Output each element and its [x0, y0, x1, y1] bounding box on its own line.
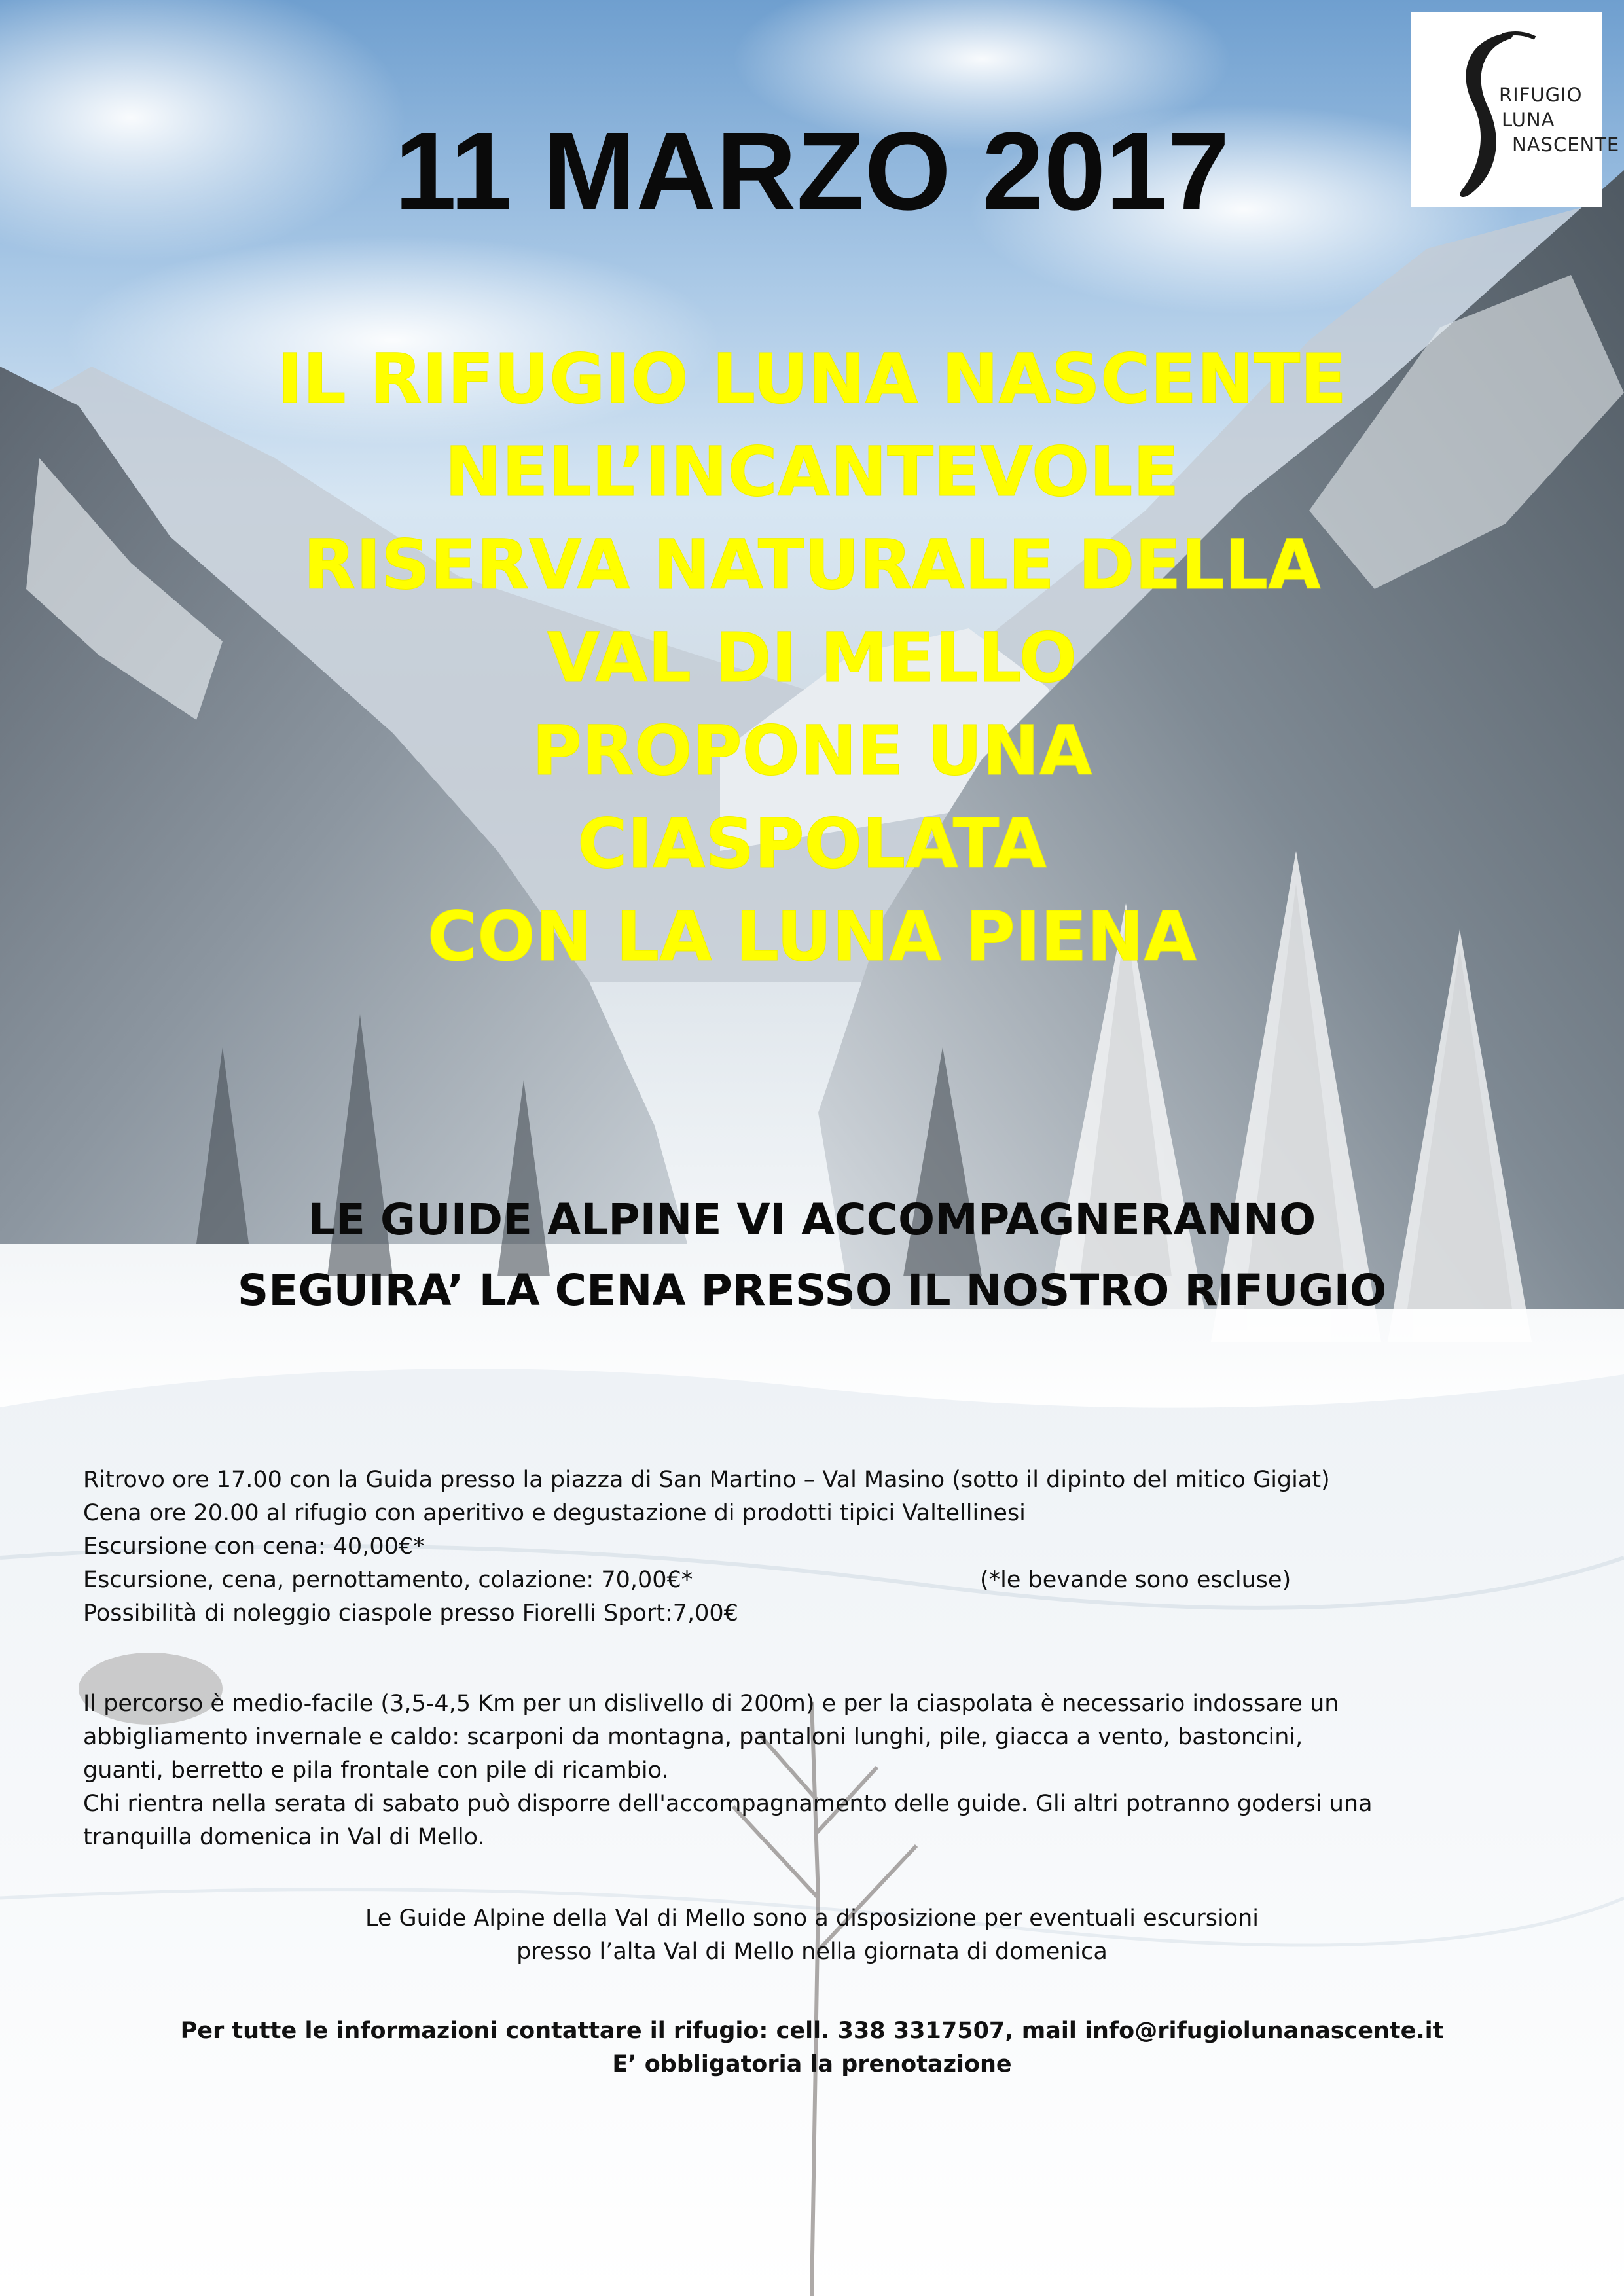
event-details	[83, 1463, 1556, 1630]
logo-line-nascente: NASCENTE	[1512, 134, 1620, 156]
headline-line: CON LA LUNA PIENA	[427, 897, 1197, 977]
guides-line: LE GUIDE ALPINE VI ACCOMPAGNERANNO	[308, 1194, 1316, 1245]
headline-line: CIASPOLATA	[577, 804, 1047, 884]
detail-cena: Cena ore 20.00 al rifugio con aperitivo e degustazione di prodotti tipici Valtellinesi	[83, 1500, 1026, 1526]
headline-line: NELL’INCANTEVOLE	[444, 432, 1180, 512]
contact-line: Per tutte le informazioni contattare il rifugio: cell. 338 3317507, mail info@rifugiolunanascente.it	[180, 2018, 1444, 2044]
logo-line-rifugio: RIFUGIO	[1499, 84, 1583, 106]
headline-line: IL RIFUGIO LUNA NASCENTE	[277, 339, 1347, 419]
detail-ritrovo: Ritrovo ore 17.00 con la Guida presso la piazza di San Martino – Val Masino (sotto il dipinto del mitico Gigiat)	[83, 1467, 1330, 1493]
route-description	[83, 1687, 1556, 1854]
headline-line: RISERVA NATURALE DELLA	[303, 525, 1321, 605]
route-line: guanti, berretto e pila frontale con pile di ricambio.	[83, 1757, 669, 1784]
detail-escursione-cena: Escursione con cena: 40,00€*	[83, 1534, 425, 1560]
headline	[0, 332, 1624, 983]
detail-bevande-note: (*le bevande sono escluse)	[980, 1567, 1291, 1593]
guides-line: SEGUIRA’ LA CENA PRESSO IL NOSTRO RIFUGIO	[237, 1265, 1387, 1316]
headline-line: VAL DI MELLO	[547, 618, 1077, 698]
headline-line: PROPONE UNA	[532, 711, 1092, 791]
booking-required: E’ obbligatoria la prenotazione	[612, 2051, 1012, 2077]
guide-note-line: presso l’alta Val di Mello nella giornata di domenica	[516, 1939, 1108, 1965]
logo-line-luna: LUNA	[1502, 109, 1555, 131]
route-line: Il percorso è medio-facile (3,5-4,5 Km per un dislivello di 200m) e per la ciaspolata è necessario indossare un	[83, 1691, 1339, 1717]
guide-availability-note	[0, 1902, 1624, 1969]
detail-escursione-pernottamento: Escursione, cena, pernottamento, colazione: 70,00€*	[83, 1567, 693, 1593]
contact-info	[0, 2015, 1624, 2081]
route-line: abbigliamento invernale e caldo: scarponi da montagna, pantaloni lunghi, pile, giacca a vento, bastoncini,	[83, 1724, 1303, 1750]
guide-note-line: Le Guide Alpine della Val di Mello sono a disposizione per eventuali escursioni	[365, 1905, 1259, 1931]
route-line: tranquilla domenica in Val di Mello.	[83, 1824, 485, 1850]
detail-noleggio: Possibilità di noleggio ciaspole presso Fiorelli Sport:7,00€	[83, 1600, 738, 1626]
guides-announcement	[0, 1185, 1624, 1326]
route-line: Chi rientra nella serata di sabato può disporre dell'accompagnamento delle guide. Gli altri potranno godersi una	[83, 1791, 1373, 1817]
event-date: 11 MARZO 2017	[394, 109, 1230, 234]
detail-row-pernottamento	[83, 1564, 1556, 1597]
